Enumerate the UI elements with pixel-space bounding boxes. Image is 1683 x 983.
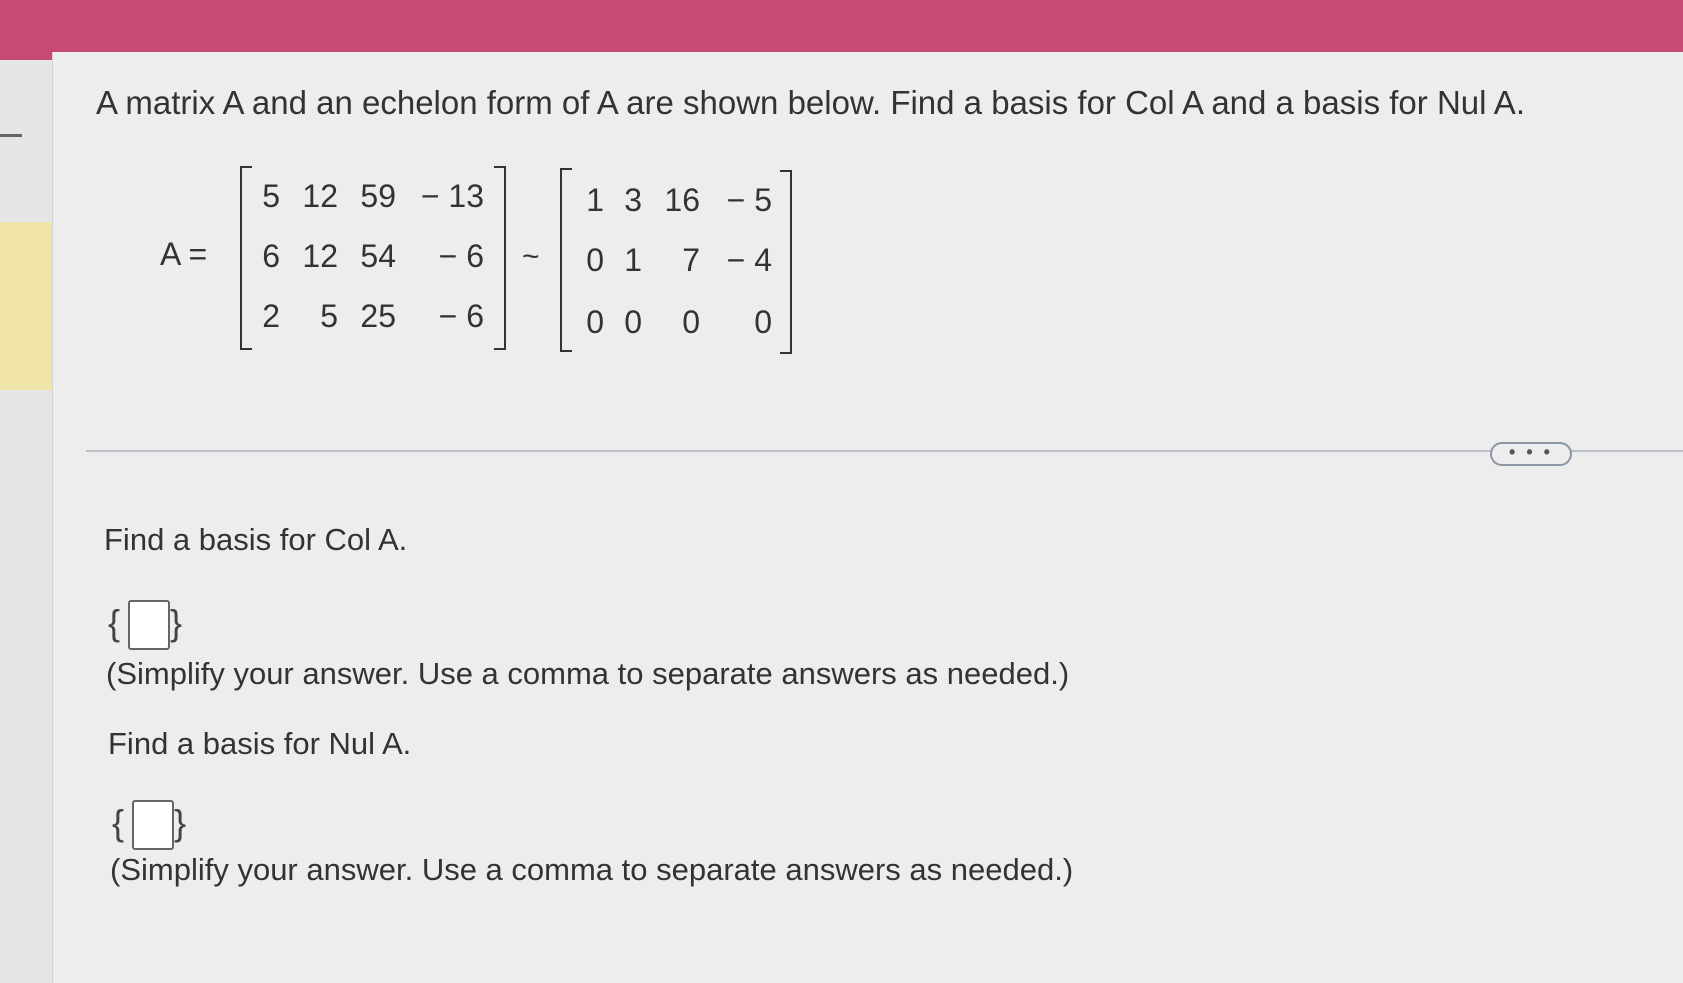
echelon-cell: 0 — [624, 304, 642, 340]
left-sidebar — [0, 60, 52, 983]
echelon-cell: 0 — [586, 304, 604, 340]
matrix-a-right-bracket — [494, 166, 506, 350]
nul-a-answer-field[interactable] — [132, 800, 174, 850]
left-brace-icon: { — [112, 802, 125, 843]
matrix-a-cell: 5 — [262, 178, 280, 214]
matrix-a-cell: 5 — [320, 298, 338, 334]
nul-a-hint: (Simplify your answer. Use a comma to separate answers as needed.) — [110, 852, 1074, 887]
echelon-cell: 16 — [664, 182, 700, 218]
matrix-a-cell: 12 — [302, 178, 338, 214]
matrix-a-cell: 25 — [360, 298, 396, 334]
question-text: A matrix A and an echelon form of A are shown below. Find a basis for Col A and a basis for Nul A. — [96, 84, 1525, 121]
more-options-button[interactable]: • • • — [1490, 442, 1572, 466]
right-brace-icon: } — [170, 602, 183, 643]
echelon-cell: 1 — [586, 182, 604, 218]
top-banner — [0, 0, 1683, 60]
matrix-a-cell: 12 — [302, 238, 338, 274]
right-brace-icon: } — [174, 802, 187, 843]
col-a-prompt: Find a basis for Col A. — [104, 522, 408, 557]
echelon-cell: 0 — [682, 304, 700, 340]
matrix-a-cell: 54 — [360, 238, 396, 274]
echelon-cell: 0 — [754, 304, 772, 340]
echelon-left-bracket — [560, 168, 572, 352]
row-equivalence-symbol: ~ — [522, 240, 540, 273]
matrix-a-cell: 59 — [360, 178, 396, 214]
nul-a-answer-input[interactable] — [112, 796, 190, 852]
matrix-a-left-bracket — [240, 166, 252, 350]
echelon-cell: 0 — [586, 242, 604, 278]
sidebar-highlight — [0, 222, 52, 390]
matrix-a-cell: 6 — [262, 238, 280, 274]
echelon-cell: 7 — [682, 242, 700, 278]
echelon-right-bracket — [780, 170, 792, 354]
matrix-a-cell: − 13 — [420, 178, 484, 214]
sidebar-marker-icon — [0, 134, 22, 137]
nul-a-prompt: Find a basis for Nul A. — [108, 726, 412, 761]
matrix-a-cell: − 6 — [438, 298, 484, 334]
col-a-answer-input[interactable] — [108, 596, 186, 652]
col-a-hint: (Simplify your answer. Use a comma to separate answers as needed.) — [106, 656, 1070, 691]
matrix-a-cell: 2 — [262, 298, 280, 334]
left-brace-icon: { — [108, 602, 121, 643]
echelon-cell: 3 — [624, 182, 642, 218]
echelon-cell: 1 — [624, 242, 642, 278]
col-a-answer-field[interactable] — [128, 600, 170, 650]
matrix-label: A = — [160, 236, 208, 272]
echelon-cell: − 4 — [726, 242, 772, 278]
section-divider — [86, 450, 1683, 452]
matrix-a-cell: − 6 — [438, 238, 484, 274]
echelon-cell: − 5 — [726, 182, 772, 218]
